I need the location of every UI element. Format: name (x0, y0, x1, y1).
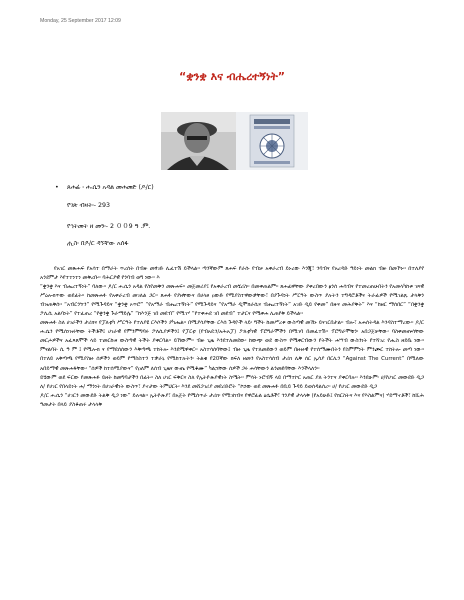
page-count: የገጽ ብዛት፡- 293 (67, 202, 111, 209)
author-photo (161, 112, 236, 170)
author-line: • ጸሐፊ ፡ ሑሴን አዳል መሐመድ (ዶ/ር) (55, 184, 154, 191)
article-body (40, 265, 424, 410)
paragraph: “ቋንቋ እና ብሔረተኝነት” ባለው፡፡ ዶ/ር ሑሴን አዳል የስየመቅን መጽሐፍ፡፡ መጀመሪያ፤ የአቀራረብ መሄሪስ፡፡ በመቀጠልም፡፡ ጸሐፊዋቸው ያቀረበውን ፅንሰ ሐሳብና የተመረጠሁበትን የአመላካከቱ ገጻዊ ሥዕሎክጥው ወደፊት፡፡ ከመጽሐፉ የአቀራረብ መገለል ጋር፡፡ ጸሐፉ የያዘቸውና በሀላፀ ዐውድ የሚያስተዋውቃቸው፣ በያጉዳነት ሥርዓት ውስጥ ያሉትን ተግዳሮቶችና ትራፊዎች የሚገልጹ ታላቅን ብዝጠቅሰ፡፡ “አብርንኘን” የሚጉዳይና “ቋንቋ ኦጥሮ” “የአማራ ብሔረተኝነት” የሚጉዳይና “የአማራ ዲሞክራሲና ብሔረተኝነት” አገድ ዲይ የቀመ” በዙና መሕያቅት” እና “ከዘር ማሰበር” “በቋንቋ ፖሊሲ አልባነት” የተፈጠረ “የቋንቋ ጉራማይሌ” “ከእንጅ ገበ መደብ” የሚገሃ “የተቀሐደ ገበ መደብ” ተታርና የሚቀሐ ሊጠየቅ ይችላል፡፡ (40, 284, 424, 318)
book-cover (236, 112, 308, 170)
paragraph: መጽሐፉ ስለ ሀገራችን ታሪክና የፓለቲካ ሥርዓት የተለያዩ ርእሶችን ያካሔል፡፡ በሚያሳያቸው ርእሰ ጉዳዮች ላይ፡ ግችት ከመሥረቱ ውስጣዊ መኸኑ ይናገርበታል፡፡ ብሎ፣ አሐሰትዳል እንዳስተማረው፡፡ ዶ/ር ሑሴን የሚሰነዝሩቸው ትችቶች፤ ሀገራዊ የምንምግባሩ ፖለሲያዎችን፤ የፓርቲ (የብአዴን/አሕአፓ) ፖለቲካዊ ፕሮግራሞችን በሚገባ በመፈተሽ፡፡ ፕሮግራሞቹን፡ አበጋጀቻቸው፡ ባስቀመጡሳቸው መርሖዎችና አፈጻጸሞች ላይ ተመርኩዞ ውስጣዊ ትችት ያቀርባል፡፡ ይኸውም፡፡ ብዙ ጊዜ እንደተለመደው፡ ከውጭ ወደ ውስጥ የሚቀርብውን የትችት ሐሣብ ውስንነት የተሻገረ የሒስ ዘይቤ ነው፡፡ ምናልባት ሲ ዓ ም ፤ የሚሎክ ና የማደሰሰውን እቅጣጫ ተከትሎ እንደሚዋቀር፡፡ አስተሳሰባቸው፤ ብዙ ጊዜ የተለመደውን ወይም በዙዙዊ የተሰማሙበትን የስምምነት ምንጮር ተከትሎ መጣ ነው፡፡ በተለይ አቅጣጫ የሚያስዙ ሰዎችን ወይም የማስስተን ተቃራኒ የሚከተሉትን፡ ትልቁ የ20ኛው ክፍለ ዘመን የአስተሳሰብ ታሪክ ሊቅ ሰር ኢሳያ በርሊን “Against The Current” በሚለው አበይማዊ መጽሐፋቸው፡ “ሰዎች ከተሰሚያውና” የዐለም ለሰብ ጊዜና ውጤ የሚቆሙ” ካልኋቸው ሰዎች ጋሩ ሐሳቸውን ልንመደባቸው እንችላለን፡፡ (40, 320, 424, 372)
header-images (161, 112, 308, 170)
paragraph: ይሄውም ወደ ፍርው የመጽሐፉ ይዘት ከመግባታችን በፊት፡፡ ስለ ሀገር ፍቅርና ስለ የኢትዮጵያዊነት ስሜት፡፡ ምሳት ኑሮብኝ ላይ በማተኮር አጠር ያለ ትንተና ያቀርባሉ፡፡ እንደሁም፡ ሀ/የሀገር መውደድ ዲጋ ለ/ የሀገር የበላይነት ሐ/ ማንነት በሀገራዊነት ውስጥ፣ ያኖታው ትምህርት፡ እንደ መሸጋገሪያ መደሪድሮት “ኮኃው ወደ መጽሐፉ በቢይ ጉዳይ ይወሰዳልሰረ፡፡ ሀ/ የሀገር መውደድ ዲጋ (40, 374, 424, 390)
paragraph: የአገር መጽሐፍ የአሳተ በማራት ጥረሰት በብዙ መፃገድ ሊፈተሽ ይችላል፡፡ ጣንኛውም ጸሐፍ የራሱ የብቻ አቀራረብ ይኑረው እንጂ፣ ንባብና የአረዳድ ዓይነት መልክ ብዙ በመኾኑ፡፡ በተለያየ አንደምታ እየተተነተነ መቅረቡ፡፡ ባሕርያዊ የንባብ ወግ ነው፡፡ እ (40, 266, 424, 282)
paragraph: ዶ/ር ሑሴን “ሀገርን መውደድ ትልቅ ዲጋ ነው” ይሉናል፡፡ ኢትዮጵያ፣ በአጀት የሚሰጥራ ታሪክ፡ የሚገከብና የዋሮፊል ዕሴቶች፣ ጎንያዊ ታላላቅ (የአይሁድ፤ የክርስትና እና የእስልምና) ሃይማኖቶች፣ ከሺሕ ዓመታት በላይ ያስቆጠሩ ታላላቅ (40, 392, 424, 408)
reviewer-line: ሒስ፡ በዶ/ር ዳኘቸው አሰፋ (67, 240, 129, 247)
bullet-icon: • (55, 184, 59, 191)
dateline: Monday, 25 September 2017 12:09 (40, 18, 121, 24)
article-title: “ቋንቋ እና ብሔረተኝነት” (178, 70, 286, 83)
publication-date: የኅትመት ዘ መን፡- 2 ００9 ዓ .ም. (67, 223, 151, 230)
